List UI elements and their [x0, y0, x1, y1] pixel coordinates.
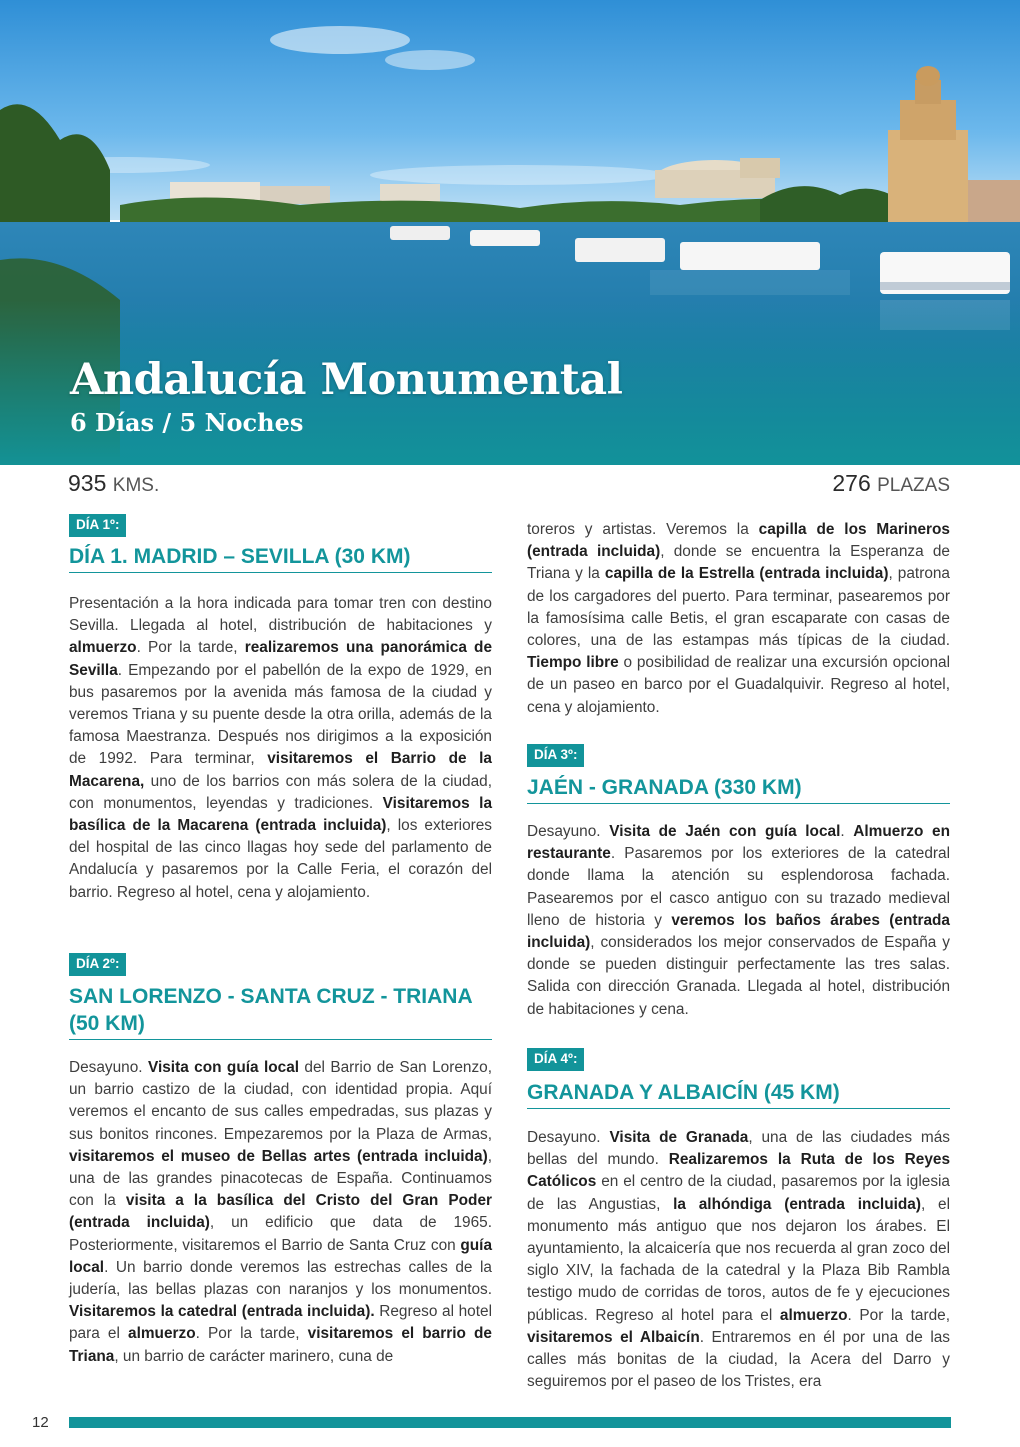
highlighted-text: Tiempo libre: [527, 654, 619, 672]
hero-banner: [0, 0, 1020, 465]
page-title: Andalucía Monumental: [70, 355, 623, 405]
highlighted-text: Visita de Granada: [609, 1129, 749, 1146]
highlighted-text: Almuerzo en restaurante: [527, 823, 951, 863]
distance-stat: [68, 470, 159, 497]
seats-value: 276: [832, 470, 871, 496]
day-description-continued: toreros y artistas. Veremos la capilla de los Marineros (entrada incluida), donde se encuentra la Esperanza de Triana y la capilla de la Estrella (entrada incluida), patrona de los cargadores del puerto. Para terminar, pasearemos por la famosísima calle Betis, el gran escaparate con casas de colores, una de las estampas más típicas de la ciudad. Tiempo libre o posibilidad de realizar una excursión opcional de un paseo en barco por el Guadalquivir. Regreso al hotel, cena y alojamiento.: [527, 521, 950, 716]
highlighted-text: visita a la basílica del Cristo del Gran Poder (entrada incluida): [69, 1192, 492, 1232]
seats-unit: PLAZAS: [877, 475, 950, 496]
highlighted-text: almuerzo: [69, 639, 137, 657]
day-description: Desayuno. Visita de Granada, una de las ciudades más bellas del mundo. Realizaremos la Ruta de los Reyes Católicos en el centro de la ciudad, pasaremos por la iglesia de las Angustias, la alhóndiga (entrada incluida), el monumento más antiguo que nos dejaron los árabes. El ayuntamiento, la alcaicería que nos recuerda al gran zoco del siglo XIV, la fachada de la catedral y la Plaza Bib Rambla testigo mudo de corridas de toros, autos de fe y ejecuciones públicas. Regreso al hotel para el almuerzo. Por la tarde, visitaremos el Albaicín. Entraremos en él por una de las calles más bonitas de la ciudad, la Acera del Darro y seguiremos por el paseo de los Tristes, era: [527, 1129, 951, 1391]
highlighted-text: Visitaremos la catedral (entrada incluida).: [69, 1303, 375, 1321]
highlighted-text: la alhóndiga (entrada incluida): [673, 1195, 921, 1213]
distance-value: 935: [68, 470, 107, 496]
footer-bar: [69, 1417, 951, 1428]
highlighted-text: Visitaremos la basílica de la Macarena (entrada incluida): [69, 794, 493, 835]
day-description: Desayuno. Visita de Jaén con guía local. Almuerzo en restaurante. Pasaremos por los exteriores de la catedral donde llama la atención su esplendorosa fachada. Pasearemos por el casco antiguo con su trazado medieval lleno de historia y veremos los baños árabes (entrada incluida), considerados los mejor conservados de España y donde se pueden distinguir perfectamente las tres salas. Salida con dirección Granada. Llegada al hotel, distribución de habitaciones y cena.: [527, 823, 951, 1018]
highlighted-text: almuerzo: [128, 1325, 196, 1343]
highlighted-text: Realizaremos la Ruta de los Reyes Católicos: [527, 1151, 950, 1191]
highlighted-text: visitaremos el barrio de Triana: [69, 1325, 492, 1365]
highlighted-text: visitaremos el Albaicín: [527, 1328, 700, 1346]
day-title: GRANADA Y ALBAICÍN (45 KM): [527, 1079, 950, 1109]
day-description: Desayuno. Visita con guía local del Barrio de San Lorenzo, un barrio castizo de la ciudad, con identidad propia. Aquí veremos el encanto de sus calles empedradas, sus plazas y sus bonitos rincones. Empezaremos por la Plaza de Armas, visitaremos el museo de Bellas artes (entrada incluida), una de las grandes pinacotecas de España. Continuamos con la visita a la basílica del Cristo del Gran Poder (entrada incluida), un edificio que data de 1965. Posteriormente, visitaremos el Barrio de Santa Cruz con guía local. Un barrio donde veremos las estrechas calles de la judería, las bellas plazas con naranjos y los monumentos. Visitaremos la catedral (entrada incluida). Regreso al hotel para el almuerzo. Por la tarde, visitaremos el barrio de Triana, un barrio de carácter marinero, cuna de: [69, 1059, 493, 1365]
highlighted-text: Visita con guía local: [147, 1059, 300, 1076]
day-title: DÍA 1. MADRID – SEVILLA (30 KM): [69, 543, 492, 573]
highlighted-text: veremos los baños árabes (entrada incluida): [527, 911, 950, 952]
day-description: Presentación a la hora indicada para tomar tren con destino Sevilla. Llegada al hotel, distribución de habitaciones y almuerzo. Por la tarde, realizaremos una panorámica de Sevilla. Empezando por el pabellón de la expo de 1929, en bus pasaremos por la avenida más famosa de la ciudad y veremos Triana y su puente desde la otra orilla, además de la famosa Maestranza. Después nos dirigimos a la exposición de 1992. Para terminar, visitaremos el Barrio de la Macarena, uno de los barrios con más solera de la ciudad, con monumentos, leyendas y tradiciones. Visitaremos la basílica de la Macarena (entrada incluida), los exteriores del hospital de las cinco llagas hoy sede del parlamento de Andalucía y pasaremos por la Calle Feria, el corazón del barrio. Regreso al hotel, cena y alojamiento.: [69, 595, 493, 901]
highlighted-text: capilla de los Marineros (entrada incluida): [527, 521, 950, 561]
day-title: JAÉN - GRANADA (330 KM): [527, 774, 950, 804]
distance-unit: KMS.: [112, 475, 160, 496]
day-badge: DÍA 3º:: [527, 744, 584, 767]
highlighted-text: Visita de Jaén con guía local: [609, 823, 841, 840]
highlighted-text: almuerzo: [779, 1306, 848, 1324]
day-badge: DÍA 4º:: [527, 1048, 584, 1071]
page-number: 12: [32, 1414, 49, 1431]
highlighted-text: realizaremos una panorámica de Sevilla: [69, 639, 492, 679]
highlighted-text: guía local: [69, 1236, 492, 1276]
highlighted-text: capilla de la Estrella (entrada incluida): [604, 565, 889, 583]
seats-stat: [832, 470, 950, 497]
day-badge: DÍA 1º:: [69, 514, 126, 537]
day-badge: DÍA 2º:: [69, 953, 126, 976]
page-subtitle: 6 Días / 5 Noches: [70, 408, 304, 437]
day-title: SAN LORENZO - SANTA CRUZ - TRIANA (50 KM): [69, 983, 492, 1040]
highlighted-text: visitaremos el museo de Bellas artes (entrada incluida): [69, 1147, 488, 1165]
highlighted-text: visitaremos el Barrio de la Macarena,: [69, 750, 492, 790]
